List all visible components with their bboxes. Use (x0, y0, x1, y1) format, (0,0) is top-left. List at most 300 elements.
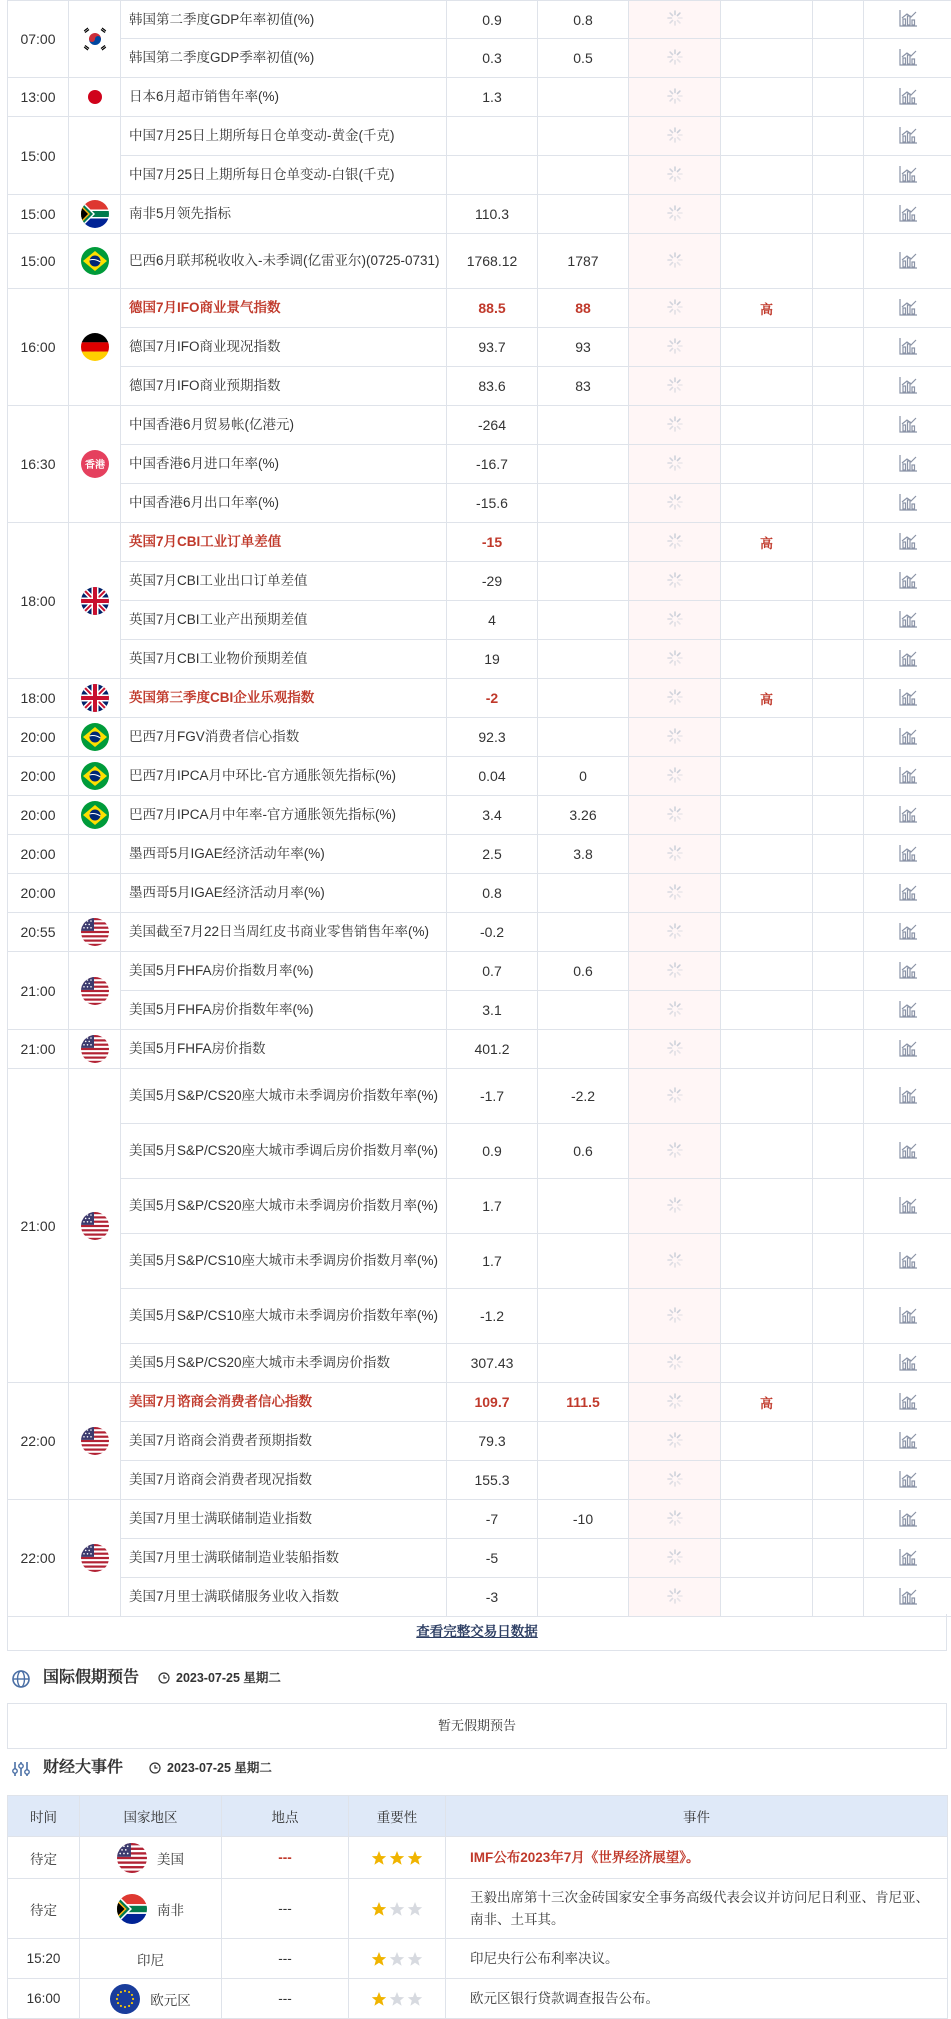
release-time: 15:00 (8, 195, 69, 234)
south-africa-flag-icon (117, 1894, 147, 1924)
empty-cell (813, 991, 864, 1030)
previous-value: -15 (447, 523, 538, 562)
calendar-row (8, 835, 951, 874)
actual-value-pending (629, 991, 721, 1030)
actual-value-pending (629, 1383, 721, 1422)
calendar-row (8, 757, 951, 796)
chart-cell (864, 796, 951, 835)
empty-cell (813, 757, 864, 796)
chart-icon[interactable] (899, 922, 918, 940)
calendar-row (8, 367, 951, 406)
brazil-flag-icon (81, 723, 109, 751)
event-country-cell (80, 1979, 222, 2019)
actual-value-pending (629, 1344, 721, 1383)
loading-spinner-icon (666, 883, 684, 901)
country-flag-cell (69, 78, 121, 117)
events-section-header (7, 1748, 945, 1788)
empty-cell (813, 1030, 864, 1069)
previous-value: -264 (447, 406, 538, 445)
loading-spinner-icon (666, 1141, 684, 1159)
chart-icon[interactable] (899, 1431, 918, 1449)
eurozone-flag-icon (110, 1984, 140, 2014)
previous-value: -3 (447, 1578, 538, 1617)
forecast-value (538, 1539, 629, 1578)
event-country (80, 1984, 221, 2014)
previous-value: -15.6 (447, 484, 538, 523)
event-importance (349, 1979, 446, 2019)
release-time: 21:00 (8, 1030, 69, 1069)
previous-value: 0.04 (447, 757, 538, 796)
forecast-value: 111.5 (538, 1383, 629, 1422)
chart-icon[interactable] (899, 1196, 918, 1214)
forecast-value (538, 562, 629, 601)
actual-value-pending (629, 874, 721, 913)
chart-cell (864, 484, 951, 523)
loading-spinner-icon (666, 48, 684, 66)
forecast-value (538, 1344, 629, 1383)
indicator-name: 美国7月里士满联储服务业收入指数 (121, 1578, 447, 1617)
forecast-value (538, 1422, 629, 1461)
calendar-row (8, 874, 951, 913)
event-country-cell (80, 1837, 222, 1879)
country-flag-cell (69, 679, 121, 718)
germany-flag-icon (81, 333, 109, 361)
empty-cell (813, 796, 864, 835)
indicator-name: 英国第三季度CBI企业乐观指数 (121, 679, 447, 718)
importance-level (721, 562, 813, 601)
previous-value: 88.5 (447, 289, 538, 328)
previous-value: 1.7 (447, 1234, 538, 1289)
indicator-name: 美国5月S&P/CS20座大城市未季调房价指数年率(%) (121, 1069, 447, 1124)
chart-icon[interactable] (899, 454, 918, 472)
chart-cell (864, 367, 951, 406)
chart-icon[interactable] (899, 766, 918, 784)
brazil-flag-icon (81, 762, 109, 790)
chart-icon[interactable] (899, 1509, 918, 1527)
release-time: 16:00 (8, 289, 69, 406)
event-country (80, 1949, 221, 1969)
chart-cell (864, 195, 951, 234)
calendar-row (8, 1, 951, 39)
empty-cell (813, 1539, 864, 1578)
empty-cell (813, 718, 864, 757)
empty-cell (813, 234, 864, 289)
release-time: 18:00 (8, 679, 69, 718)
chart-cell (864, 39, 951, 78)
chart-icon[interactable] (899, 1392, 918, 1410)
chart-icon[interactable] (899, 532, 918, 550)
release-time: 21:00 (8, 1069, 69, 1383)
loading-spinner-icon (666, 1196, 684, 1214)
importance-level (721, 1179, 813, 1234)
previous-value: 0.3 (447, 39, 538, 78)
indicator-name: 美国7月里士满联储制造业装船指数 (121, 1539, 447, 1578)
calendar-row (8, 523, 951, 562)
chart-icon[interactable] (899, 1039, 918, 1057)
event-description: 欧元区银行贷款调查报告公布。 (446, 1979, 948, 2019)
previous-value: 0.8 (447, 874, 538, 913)
chart-icon[interactable] (899, 1548, 918, 1566)
importance-level (721, 445, 813, 484)
country-flag-cell (69, 1069, 121, 1383)
loading-spinner-icon (666, 1587, 684, 1605)
loading-spinner-icon (666, 1392, 684, 1410)
chart-icon[interactable] (899, 87, 918, 105)
country-flag-cell (69, 1383, 121, 1500)
chart-cell (864, 913, 951, 952)
importance-stars-icon (370, 1900, 424, 1916)
chart-icon[interactable] (899, 610, 918, 628)
indicator-name: 中国香港6月出口年率(%) (121, 484, 447, 523)
release-time: 21:00 (8, 952, 69, 1030)
importance-level (721, 1069, 813, 1124)
chart-cell (864, 289, 951, 328)
chart-cell (864, 679, 951, 718)
indicator-name: 美国7月谘商会消费者预期指数 (121, 1422, 447, 1461)
forecast-value (538, 1234, 629, 1289)
loading-spinner-icon (666, 165, 684, 183)
chart-icon[interactable] (899, 298, 918, 316)
chart-icon[interactable] (899, 48, 918, 66)
chart-icon[interactable] (899, 1587, 918, 1605)
loading-spinner-icon (666, 204, 684, 222)
release-time: 15:00 (8, 234, 69, 289)
actual-value-pending (629, 156, 721, 195)
us-flag-icon (81, 1035, 109, 1063)
indicator-name: 巴西7月IPCA月中年率-官方通胀领先指标(%) (121, 796, 447, 835)
chart-icon[interactable] (899, 376, 918, 394)
chart-icon[interactable] (899, 844, 918, 862)
loading-spinner-icon (666, 844, 684, 862)
calendar-row (8, 445, 951, 484)
indicator-name: 韩国第二季度GDP年率初值(%) (121, 1, 447, 39)
forecast-value (538, 991, 629, 1030)
country-flag-cell (69, 874, 121, 913)
importance-level (721, 117, 813, 156)
chart-cell (864, 328, 951, 367)
empty-cell (813, 1383, 864, 1422)
importance-level: 高 (721, 679, 813, 718)
previous-value (447, 117, 538, 156)
calendar-row (8, 1500, 951, 1539)
empty-cell (813, 640, 864, 679)
chart-icon[interactable] (899, 571, 918, 589)
previous-value: 1768.12 (447, 234, 538, 289)
chart-icon[interactable] (899, 251, 918, 269)
calendar-row (8, 117, 951, 156)
calendar-row (8, 1344, 951, 1383)
loading-spinner-icon (666, 1086, 684, 1104)
us-flag-icon (81, 1427, 109, 1455)
brazil-flag-icon (81, 247, 109, 275)
calendar-row (8, 679, 951, 718)
calendar-row (8, 39, 951, 78)
release-time: 20:55 (8, 913, 69, 952)
empty-cell (813, 1422, 864, 1461)
previous-value: 401.2 (447, 1030, 538, 1069)
loading-spinner-icon (666, 376, 684, 394)
actual-value-pending (629, 195, 721, 234)
importance-level (721, 913, 813, 952)
importance-level (721, 39, 813, 78)
chart-icon[interactable] (899, 727, 918, 745)
previous-value: 0.9 (447, 1, 538, 39)
calendar-row (8, 1179, 951, 1234)
indicator-name: 南非5月领先指标 (121, 195, 447, 234)
importance-level (721, 1422, 813, 1461)
calendar-row (8, 991, 951, 1030)
indicator-name: 美国7月谘商会消费者现况指数 (121, 1461, 447, 1500)
forecast-value (538, 445, 629, 484)
indicator-name: 英国7月CBI工业物价预期差值 (121, 640, 447, 679)
forecast-value: 88 (538, 289, 629, 328)
loading-spinner-icon (666, 922, 684, 940)
country-flag-cell (69, 523, 121, 679)
actual-value-pending (629, 1, 721, 39)
header-country: 国家地区 (80, 1796, 222, 1837)
importance-level (721, 796, 813, 835)
calendar-row (8, 1069, 951, 1124)
view-full-data-link[interactable]: 查看完整交易日数据 (7, 1614, 947, 1651)
brazil-flag-icon (81, 801, 109, 829)
country-flag-cell (69, 406, 121, 523)
clock-icon (149, 1762, 161, 1774)
country-flag-cell (69, 1030, 121, 1069)
chart-icon[interactable] (899, 1353, 918, 1371)
chart-icon[interactable] (899, 1086, 918, 1104)
chart-icon[interactable] (899, 126, 918, 144)
forecast-value (538, 523, 629, 562)
indicator-name: 巴西7月FGV消费者信心指数 (121, 718, 447, 757)
actual-value-pending (629, 757, 721, 796)
event-country-cell (80, 1879, 222, 1939)
loading-spinner-icon (666, 454, 684, 472)
actual-value-pending (629, 523, 721, 562)
empty-cell (813, 484, 864, 523)
chart-icon[interactable] (899, 1306, 918, 1324)
chart-cell (864, 1500, 951, 1539)
loading-spinner-icon (666, 251, 684, 269)
importance-level: 高 (721, 523, 813, 562)
events-header-row (8, 1796, 948, 1837)
importance-level (721, 1578, 813, 1617)
calendar-row (8, 406, 951, 445)
chart-cell (864, 1069, 951, 1124)
loading-spinner-icon (666, 1353, 684, 1371)
event-place: --- (222, 1979, 349, 2019)
empty-cell (813, 1578, 864, 1617)
previous-value: -5 (447, 1539, 538, 1578)
indicator-name: 英国7月CBI工业订单差值 (121, 523, 447, 562)
actual-value-pending (629, 1539, 721, 1578)
chart-icon[interactable] (899, 688, 918, 706)
actual-value-pending (629, 1069, 721, 1124)
empty-cell (813, 367, 864, 406)
empty-cell (813, 1234, 864, 1289)
us-flag-icon (117, 1843, 147, 1873)
indicator-name: 墨西哥5月IGAE经济活动月率(%) (121, 874, 447, 913)
importance-stars-icon (370, 1849, 424, 1865)
actual-value-pending (629, 679, 721, 718)
release-time: 20:00 (8, 796, 69, 835)
header-time: 时间 (8, 1796, 80, 1837)
forecast-value (538, 640, 629, 679)
chart-icon[interactable] (899, 1000, 918, 1018)
empty-cell (813, 1461, 864, 1500)
chart-icon[interactable] (899, 961, 918, 979)
chart-icon[interactable] (899, 883, 918, 901)
previous-value: 1.3 (447, 78, 538, 117)
chart-icon[interactable] (899, 415, 918, 433)
calendar-row (8, 1383, 951, 1422)
actual-value-pending (629, 1461, 721, 1500)
indicator-name: 美国截至7月22日当周红皮书商业零售销售年率(%) (121, 913, 447, 952)
forecast-value: 0 (538, 757, 629, 796)
indicator-name: 美国5月S&P/CS10座大城市未季调房价指数月率(%) (121, 1234, 447, 1289)
event-country (80, 1843, 221, 1873)
chart-cell (864, 1179, 951, 1234)
chart-cell (864, 1289, 951, 1344)
indicator-name: 美国5月FHFA房价指数 (121, 1030, 447, 1069)
previous-value: 4 (447, 601, 538, 640)
chart-icon[interactable] (899, 9, 918, 27)
clock-icon (158, 1672, 170, 1684)
actual-value-pending (629, 1179, 721, 1234)
chart-icon[interactable] (899, 493, 918, 511)
actual-value-pending (629, 484, 721, 523)
loading-spinner-icon (666, 126, 684, 144)
chart-cell (864, 523, 951, 562)
empty-cell (813, 406, 864, 445)
chart-cell (864, 1124, 951, 1179)
importance-level (721, 1289, 813, 1344)
calendar-row (8, 1030, 951, 1069)
calendar-row (8, 1289, 951, 1344)
release-time: 22:00 (8, 1383, 69, 1500)
indicator-name: 巴西7月IPCA月中环比-官方通胀领先指标(%) (121, 757, 447, 796)
empty-cell (813, 1, 864, 39)
chart-cell (864, 1234, 951, 1289)
country-flag-cell (69, 835, 121, 874)
events-table (7, 1795, 948, 2019)
actual-value-pending (629, 445, 721, 484)
chart-cell (864, 1344, 951, 1383)
forecast-value (538, 913, 629, 952)
country-flag-cell (69, 117, 121, 195)
event-place: --- (222, 1879, 349, 1939)
loading-spinner-icon (666, 1039, 684, 1057)
loading-spinner-icon (666, 493, 684, 511)
forecast-value (538, 406, 629, 445)
indicator-name: 中国7月25日上期所每日仓单变动-白银(千克) (121, 156, 447, 195)
actual-value-pending (629, 1578, 721, 1617)
chart-icon[interactable] (899, 204, 918, 222)
chart-icon[interactable] (899, 1251, 918, 1269)
forecast-value (538, 484, 629, 523)
actual-value-pending (629, 1234, 721, 1289)
chart-icon[interactable] (899, 1141, 918, 1159)
previous-value: -7 (447, 1500, 538, 1539)
holiday-title: 国际假期预告 (43, 1666, 139, 1690)
events-date: 2023-07-25 星期二 (167, 1758, 272, 1778)
indicator-name: 中国香港6月贸易帐(亿港元) (121, 406, 447, 445)
forecast-value (538, 78, 629, 117)
empty-cell (813, 913, 864, 952)
previous-value: -16.7 (447, 445, 538, 484)
header-place: 地点 (222, 1796, 349, 1837)
actual-value-pending (629, 718, 721, 757)
importance-level (721, 1030, 813, 1069)
importance-level (721, 835, 813, 874)
empty-cell (813, 874, 864, 913)
previous-value: 2.5 (447, 835, 538, 874)
country-flag-cell (69, 234, 121, 289)
country-flag-cell (69, 718, 121, 757)
chart-icon[interactable] (899, 649, 918, 667)
actual-value-pending (629, 601, 721, 640)
event-country-name: 欧元区 (150, 1989, 191, 2009)
previous-value: -1.2 (447, 1289, 538, 1344)
holiday-section-header (7, 1658, 945, 1698)
event-description: IMF公布2023年7月《世界经济展望》。 (446, 1837, 948, 1879)
forecast-value: 0.8 (538, 1, 629, 39)
loading-spinner-icon (666, 415, 684, 433)
uk-flag-icon (81, 684, 109, 712)
loading-spinner-icon (666, 766, 684, 784)
indicator-name: 美国5月S&P/CS20座大城市季调后房价指数月率(%) (121, 1124, 447, 1179)
empty-cell (813, 1069, 864, 1124)
chart-cell (864, 1461, 951, 1500)
previous-value: 307.43 (447, 1344, 538, 1383)
forecast-value: 0.5 (538, 39, 629, 78)
importance-level (721, 195, 813, 234)
chart-icon[interactable] (899, 1470, 918, 1488)
actual-value-pending (629, 1289, 721, 1344)
previous-value: 19 (447, 640, 538, 679)
importance-level: 高 (721, 1383, 813, 1422)
calendar-row (8, 1461, 951, 1500)
release-time: 20:00 (8, 757, 69, 796)
chart-icon[interactable] (899, 805, 918, 823)
chart-cell (864, 874, 951, 913)
importance-stars-icon (370, 1950, 424, 1966)
country-flag-cell (69, 1500, 121, 1617)
forecast-value: 3.8 (538, 835, 629, 874)
forecast-value: 3.26 (538, 796, 629, 835)
calendar-row (8, 952, 951, 991)
importance-level (721, 952, 813, 991)
event-description: 印尼央行公布利率决议。 (446, 1939, 948, 1979)
importance-level (721, 874, 813, 913)
indicator-name: 美国7月谘商会消费者信心指数 (121, 1383, 447, 1422)
chart-cell (864, 117, 951, 156)
forecast-value (538, 1461, 629, 1500)
actual-value-pending (629, 835, 721, 874)
loading-spinner-icon (666, 1000, 684, 1018)
indicator-name: 德国7月IFO商业现况指数 (121, 328, 447, 367)
event-time: 15:20 (8, 1939, 80, 1979)
chart-icon[interactable] (899, 337, 918, 355)
event-row (8, 1939, 948, 1979)
calendar-row (8, 1578, 951, 1617)
event-importance (349, 1939, 446, 1979)
chart-icon[interactable] (899, 165, 918, 183)
forecast-value (538, 601, 629, 640)
importance-level (721, 406, 813, 445)
forecast-value (538, 718, 629, 757)
previous-value: 79.3 (447, 1422, 538, 1461)
actual-value-pending (629, 952, 721, 991)
